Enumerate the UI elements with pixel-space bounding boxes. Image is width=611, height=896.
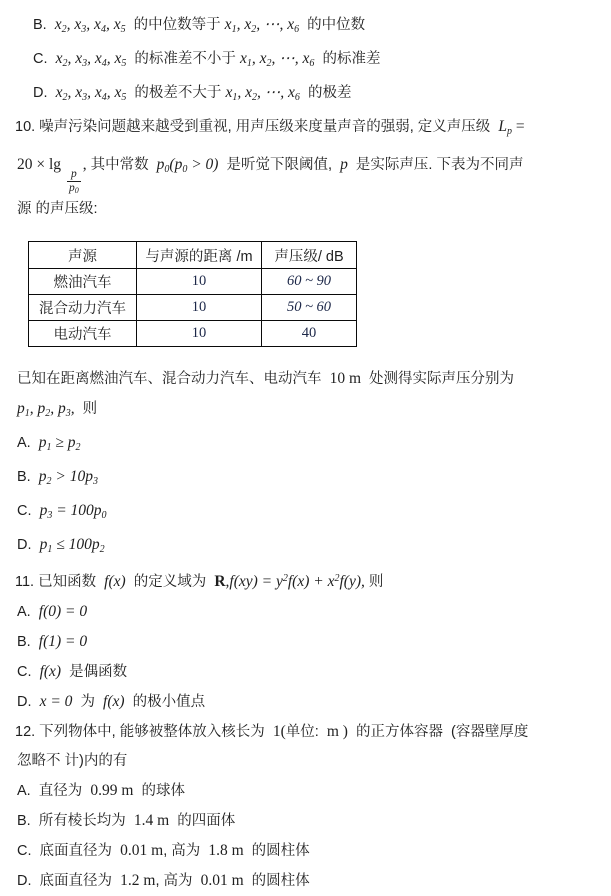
option-line xyxy=(15,687,593,717)
option-line xyxy=(15,428,593,462)
text-run: 的定义域为 xyxy=(125,574,215,591)
table-cell: 电动汽车 xyxy=(29,321,137,347)
text-run: 10. 噪声污染问题越来越受到重视, 用声压级来度量声音的强弱, 定义声压级 xyxy=(15,119,499,135)
table-cell: 50 ~ 60 xyxy=(262,295,357,321)
question-stem xyxy=(15,717,593,747)
math-run: 1.2 m xyxy=(120,872,156,890)
text-run: 的正方体容器 (容器壁厚度 xyxy=(347,724,529,741)
math-run: x = 0 xyxy=(39,693,73,711)
text-run: C. xyxy=(17,503,40,520)
text-run: D. xyxy=(17,694,40,711)
table-cell: 混合动力汽车 xyxy=(29,295,137,321)
text-run: 的极差不大于 xyxy=(126,85,226,101)
text-run: B. xyxy=(33,17,55,33)
math-run: p xyxy=(340,156,348,173)
text-run: C. xyxy=(17,664,40,681)
option-line xyxy=(15,836,593,866)
text-run: 已知在距离燃油汽车、混合动力汽车、电动汽车 xyxy=(17,371,330,388)
math-run: f(x) xyxy=(104,573,126,591)
text-run: 的中位数 xyxy=(299,17,366,33)
math-run: 0.99 m xyxy=(90,782,134,800)
math-run: $,f(xy) = y^2f(x) + x^2f(y)$, xyxy=(225,573,365,591)
paragraph-line xyxy=(15,747,593,776)
table-cell: 10 xyxy=(137,321,262,347)
text-run: 的极小值点 xyxy=(124,694,206,711)
text-run: D. 底面直径为 xyxy=(17,873,121,890)
text-run: 其中常数 xyxy=(86,157,157,173)
table-row xyxy=(29,321,357,347)
table-row xyxy=(29,269,357,295)
math-run: $L_p$ xyxy=(498,118,512,137)
text-run: , 高为 xyxy=(163,843,209,860)
option-line xyxy=(15,44,593,78)
math-run: 1( xyxy=(272,723,286,741)
text-run: B. xyxy=(17,469,39,486)
text-run: 的极差 xyxy=(299,85,352,101)
text-run: D. xyxy=(33,85,56,101)
option-line xyxy=(15,10,593,44)
math-run: $p_2 > 10p_3$ xyxy=(38,468,98,488)
math-run: $x_2$, $x_3$, $x_4$, $x_5$ xyxy=(54,16,126,35)
math-run: R xyxy=(214,573,226,591)
math-run: $p_1$, $p_2$, $p_3$, xyxy=(17,400,75,420)
sound-pressure-table xyxy=(28,241,357,347)
math-run: , xyxy=(82,156,87,173)
text-run: , 高为 xyxy=(155,873,201,890)
text-run: A. 直径为 xyxy=(17,783,91,800)
paragraph-line xyxy=(15,364,593,394)
paragraph-line xyxy=(15,394,593,428)
table-row xyxy=(29,295,357,321)
option-line xyxy=(15,78,593,112)
math-run: f(1) = 0 xyxy=(38,633,88,651)
option-line xyxy=(15,806,593,836)
option-line xyxy=(15,657,593,687)
text-run: 的标准差不小于 xyxy=(126,51,240,67)
text-run: 单位: xyxy=(285,724,327,741)
text-run: 则 xyxy=(364,574,384,591)
math-run: 1.4 m xyxy=(133,812,170,830)
math-run: 10 m xyxy=(329,370,361,388)
math-run: $p_0(p_0 > 0)$ xyxy=(156,156,219,175)
table-header-cell: 声源 xyxy=(29,242,137,269)
text-run: 是偶函数 xyxy=(61,664,128,681)
table-cell: 40 xyxy=(262,321,357,347)
formula-line xyxy=(15,146,593,195)
text-run: A. xyxy=(17,435,39,452)
math-run: = xyxy=(511,118,525,135)
text-run: 是实际声压. 下表为不同声 xyxy=(347,157,524,173)
text-run: A. xyxy=(17,604,39,621)
math-run: 1.8 m xyxy=(208,842,244,860)
text-run: 的四面体 xyxy=(169,813,236,830)
option-line xyxy=(15,530,593,564)
text-run: C. 底面直径为 xyxy=(17,843,121,860)
text-run: B. xyxy=(17,634,39,651)
table-cell: 60 ~ 90 xyxy=(262,269,357,295)
math-run: $x_1$, $x_2$, ⋯, $x_6$ xyxy=(224,16,300,35)
math-run: $x_2$, $x_3$, $x_4$, $x_5$ xyxy=(55,50,127,69)
text-run: 则 xyxy=(74,401,98,418)
math-run: f(x) xyxy=(103,693,125,711)
math-run: 0.01 m xyxy=(120,842,164,860)
text-run: 的球体 xyxy=(133,783,185,800)
text-run: 11. 已知函数 xyxy=(15,574,105,591)
math-run: 20 × lg xyxy=(17,156,65,173)
question-stem xyxy=(15,112,593,146)
math-run: f(x) xyxy=(39,663,62,681)
table-cell: 燃油汽车 xyxy=(29,269,137,295)
text-run: 12. 下列物体中, 能够被整体放入核长为 xyxy=(15,724,273,741)
text-run: 忽略不 计)内的有 xyxy=(17,753,128,770)
table-cell: 10 xyxy=(137,269,262,295)
text-run: 的标准差 xyxy=(314,51,381,67)
table-header-cell: 与声源的距离 /m xyxy=(137,242,262,269)
table-header-cell: 声压级/ dB xyxy=(262,242,357,269)
math-run: $x_1$, $x_2$, ⋯, $x_6$ xyxy=(239,50,315,69)
fraction-p-over-p0: $\frac{p}{p_0}$ xyxy=(68,168,79,196)
text-run: 是听觉下限阈值, xyxy=(218,157,341,173)
text-run: C. xyxy=(33,51,56,67)
option-line xyxy=(15,627,593,657)
math-run: $p_3 = 100p_0$ xyxy=(39,502,107,522)
text-run: 的中位数等于 xyxy=(125,17,225,33)
option-line xyxy=(15,597,593,627)
text-run: 为 xyxy=(72,694,104,711)
option-line xyxy=(15,776,593,806)
math-run: f(0) = 0 xyxy=(38,603,88,621)
math-run: $x_1$, $x_2$, ⋯, $x_6$ xyxy=(225,84,300,103)
question-stem xyxy=(15,564,593,597)
math-run: m ) xyxy=(326,723,348,741)
text-run: 的圆柱体 xyxy=(243,843,310,860)
option-line xyxy=(15,496,593,530)
text-run: 的圆柱体 xyxy=(243,873,310,890)
table-cell: 10 xyxy=(137,295,262,321)
option-line xyxy=(15,866,593,896)
math-run: $x_2$, $x_3$, $x_4$, $x_5$ xyxy=(55,84,127,103)
text-run: D. xyxy=(17,537,40,554)
text-run: B. 所有棱长均为 xyxy=(17,813,134,830)
text-run: 源 的声压级: xyxy=(17,201,98,218)
math-run: $p_1 \ge p_2$ xyxy=(38,434,81,454)
math-run: $p_1 \le 100p_2$ xyxy=(39,536,105,556)
option-line xyxy=(15,462,593,496)
paragraph-line xyxy=(15,195,593,224)
math-run: 0.01 m xyxy=(200,872,244,890)
text-run: 处测得实际声压分别为 xyxy=(361,371,515,388)
